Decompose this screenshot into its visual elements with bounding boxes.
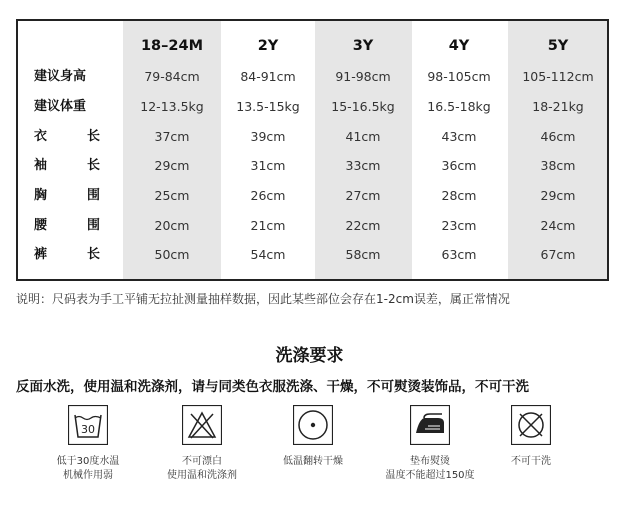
size-cell: 105-112cm: [522, 69, 594, 84]
care-item-no-bleach: [142, 405, 262, 483]
column-band-18-24m: [123, 21, 221, 279]
row-label-char: 长: [86, 247, 100, 262]
size-cell: 20cm: [154, 218, 190, 233]
size-cell: 29cm: [154, 158, 190, 173]
wash-temp-text: 30: [81, 423, 95, 436]
care-label-line1: 不可干洗: [511, 456, 551, 467]
size-cell: 26cm: [250, 188, 286, 203]
size-cell: 58cm: [345, 247, 381, 262]
size-cell: 50cm: [154, 247, 190, 262]
size-cell: 16.5-18kg: [427, 99, 491, 114]
size-cell: 28cm: [441, 188, 477, 203]
iron-low-icon: [410, 405, 450, 445]
wash-title: 洗涤要求: [275, 346, 344, 366]
row-label: 建议身高: [34, 69, 87, 84]
row-label: [34, 129, 100, 145]
row-label: 建议体重: [34, 99, 87, 114]
size-table: [16, 19, 609, 281]
care-label-line2: 机械作用弱: [63, 470, 113, 481]
care-label-line1: 低于30度水温: [56, 456, 120, 467]
column-band-3y: [315, 21, 412, 279]
row-label: [34, 158, 100, 174]
row-label-char: 长: [86, 129, 100, 144]
row-label: [34, 247, 100, 263]
size-cell: 79-84cm: [144, 69, 200, 84]
size-cell: 84-91cm: [240, 69, 296, 84]
size-cell: 33cm: [345, 158, 381, 173]
wash-30-icon: [68, 405, 108, 445]
size-cell: 23cm: [441, 218, 477, 233]
care-label-line2: 温度不能超过150度: [385, 470, 475, 481]
size-header: 5Y: [547, 38, 569, 54]
size-cell: 54cm: [250, 247, 286, 262]
size-cell: 21cm: [250, 218, 286, 233]
size-cell: 63cm: [441, 247, 477, 262]
row-label: [34, 188, 100, 204]
size-cell: 31cm: [250, 158, 286, 173]
care-label-line2: 使用温和洗涤剂: [167, 470, 237, 481]
care-label-line1: 低温翻转干燥: [283, 456, 343, 467]
size-cell: 24cm: [540, 218, 576, 233]
no-dry-clean-icon: [511, 405, 551, 445]
size-cell: 25cm: [154, 188, 190, 203]
size-cell: 29cm: [540, 188, 576, 203]
size-cell: 22cm: [345, 218, 381, 233]
row-label-char: 裤: [34, 247, 48, 262]
row-label-char: 胸: [34, 188, 48, 203]
row-label-char: 腰: [34, 218, 48, 233]
size-cell: 15-16.5kg: [331, 99, 395, 114]
size-cell: 38cm: [540, 158, 576, 173]
row-label-char: 袖: [34, 158, 48, 173]
care-item-wash-30: [28, 405, 148, 483]
row-label-char: 围: [86, 188, 100, 203]
size-cell: 41cm: [345, 129, 381, 144]
measurement-note: 说明：尺码表为手工平铺无拉扯测量抽样数据，因此某些部位会存在1-2cm误差，属正常情况: [16, 292, 510, 306]
size-cell: 13.5-15kg: [236, 99, 300, 114]
size-cell: 43cm: [441, 129, 477, 144]
size-header: 18–24M: [140, 38, 204, 54]
size-cell: 37cm: [154, 129, 190, 144]
care-label-line1: 不可漂白: [182, 456, 222, 467]
size-cell: 27cm: [345, 188, 381, 203]
care-item-no-dry-clean: [471, 405, 591, 469]
size-cell: 39cm: [250, 129, 286, 144]
tumble-dry-low-icon: [293, 405, 333, 445]
size-header: 3Y: [352, 38, 374, 54]
care-item-tumble-dry: [253, 405, 373, 469]
care-label-line1: 垫布熨烫: [410, 456, 450, 467]
row-label-char: 衣: [34, 129, 48, 144]
row-label-char: 长: [86, 158, 100, 173]
size-header: 4Y: [448, 38, 470, 54]
size-cell: 18-21kg: [532, 99, 584, 114]
row-label-char: 围: [86, 218, 100, 233]
size-cell: 67cm: [540, 247, 576, 262]
column-band-5y: [508, 21, 607, 279]
size-cell: 36cm: [441, 158, 477, 173]
row-label: [34, 218, 100, 234]
no-bleach-icon: [182, 405, 222, 445]
size-cell: 12-13.5kg: [140, 99, 204, 114]
size-cell: 98-105cm: [427, 69, 491, 84]
wash-description: 反面水洗，使用温和洗涤剂，请与同类色衣服洗涤、干燥，不可熨烫装饰品，不可干洗: [16, 379, 529, 395]
size-cell: 91-98cm: [335, 69, 391, 84]
size-cell: 46cm: [540, 129, 576, 144]
size-header: 2Y: [257, 38, 279, 54]
